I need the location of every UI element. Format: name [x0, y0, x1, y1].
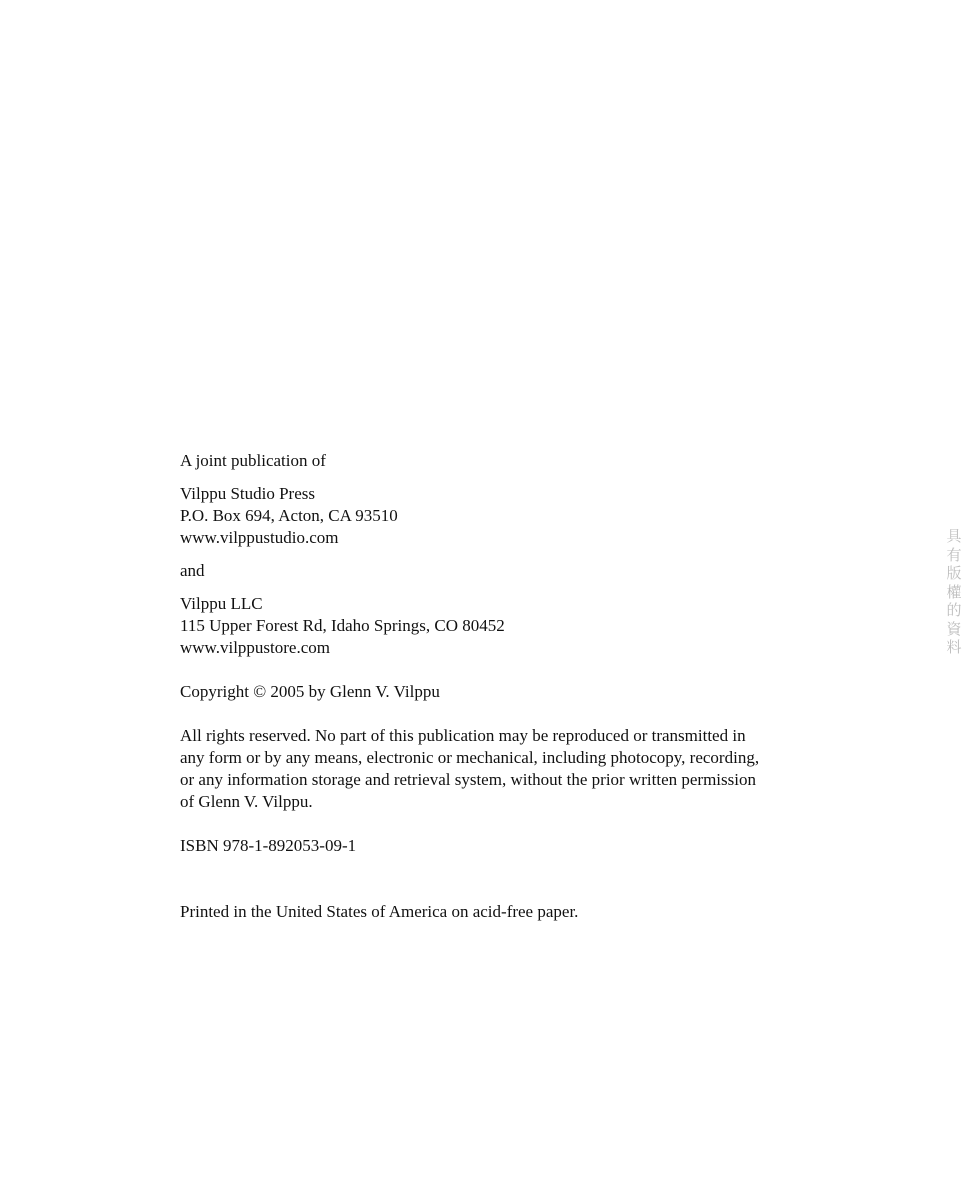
publisher-2-name: Vilppu LLC — [180, 594, 263, 613]
copyright-notice: Copyright © 2005 by Glenn V. Vilppu — [180, 682, 440, 701]
publisher-1-website: www.vilppustudio.com — [180, 528, 339, 547]
rights-reserved-paragraph — [180, 725, 830, 813]
publisher-address-2 — [180, 593, 830, 659]
rights-line: any form or by any means, electronic or mechanical, including photocopy, recording, — [180, 748, 760, 767]
rights-line: or any information storage and retrieval system, without the prior written permission — [180, 770, 756, 789]
isbn-number: ISBN 978-1-892053-09-1 — [180, 836, 357, 855]
copyright-watermark: 具有版權的資料 — [946, 527, 962, 656]
publisher-2-website: www.vilppustore.com — [180, 638, 330, 657]
printed-notice: Printed in the United States of America on acid-free paper. — [180, 902, 579, 921]
joint-publication-intro: A joint publication of — [180, 451, 326, 470]
rights-line: of Glenn V. Vilppu. — [180, 792, 313, 811]
publisher-address-1 — [180, 483, 830, 549]
copyright-page-content — [180, 450, 830, 923]
rights-line: All rights reserved. No part of this publication may be reproduced or transmitted in — [180, 726, 746, 745]
publisher-2-address: 115 Upper Forest Rd, Idaho Springs, CO 80452 — [180, 616, 505, 635]
publisher-1-name: Vilppu Studio Press — [180, 484, 315, 503]
conjunction-text: and — [180, 561, 205, 580]
publisher-1-address: P.O. Box 694, Acton, CA 93510 — [180, 506, 398, 525]
